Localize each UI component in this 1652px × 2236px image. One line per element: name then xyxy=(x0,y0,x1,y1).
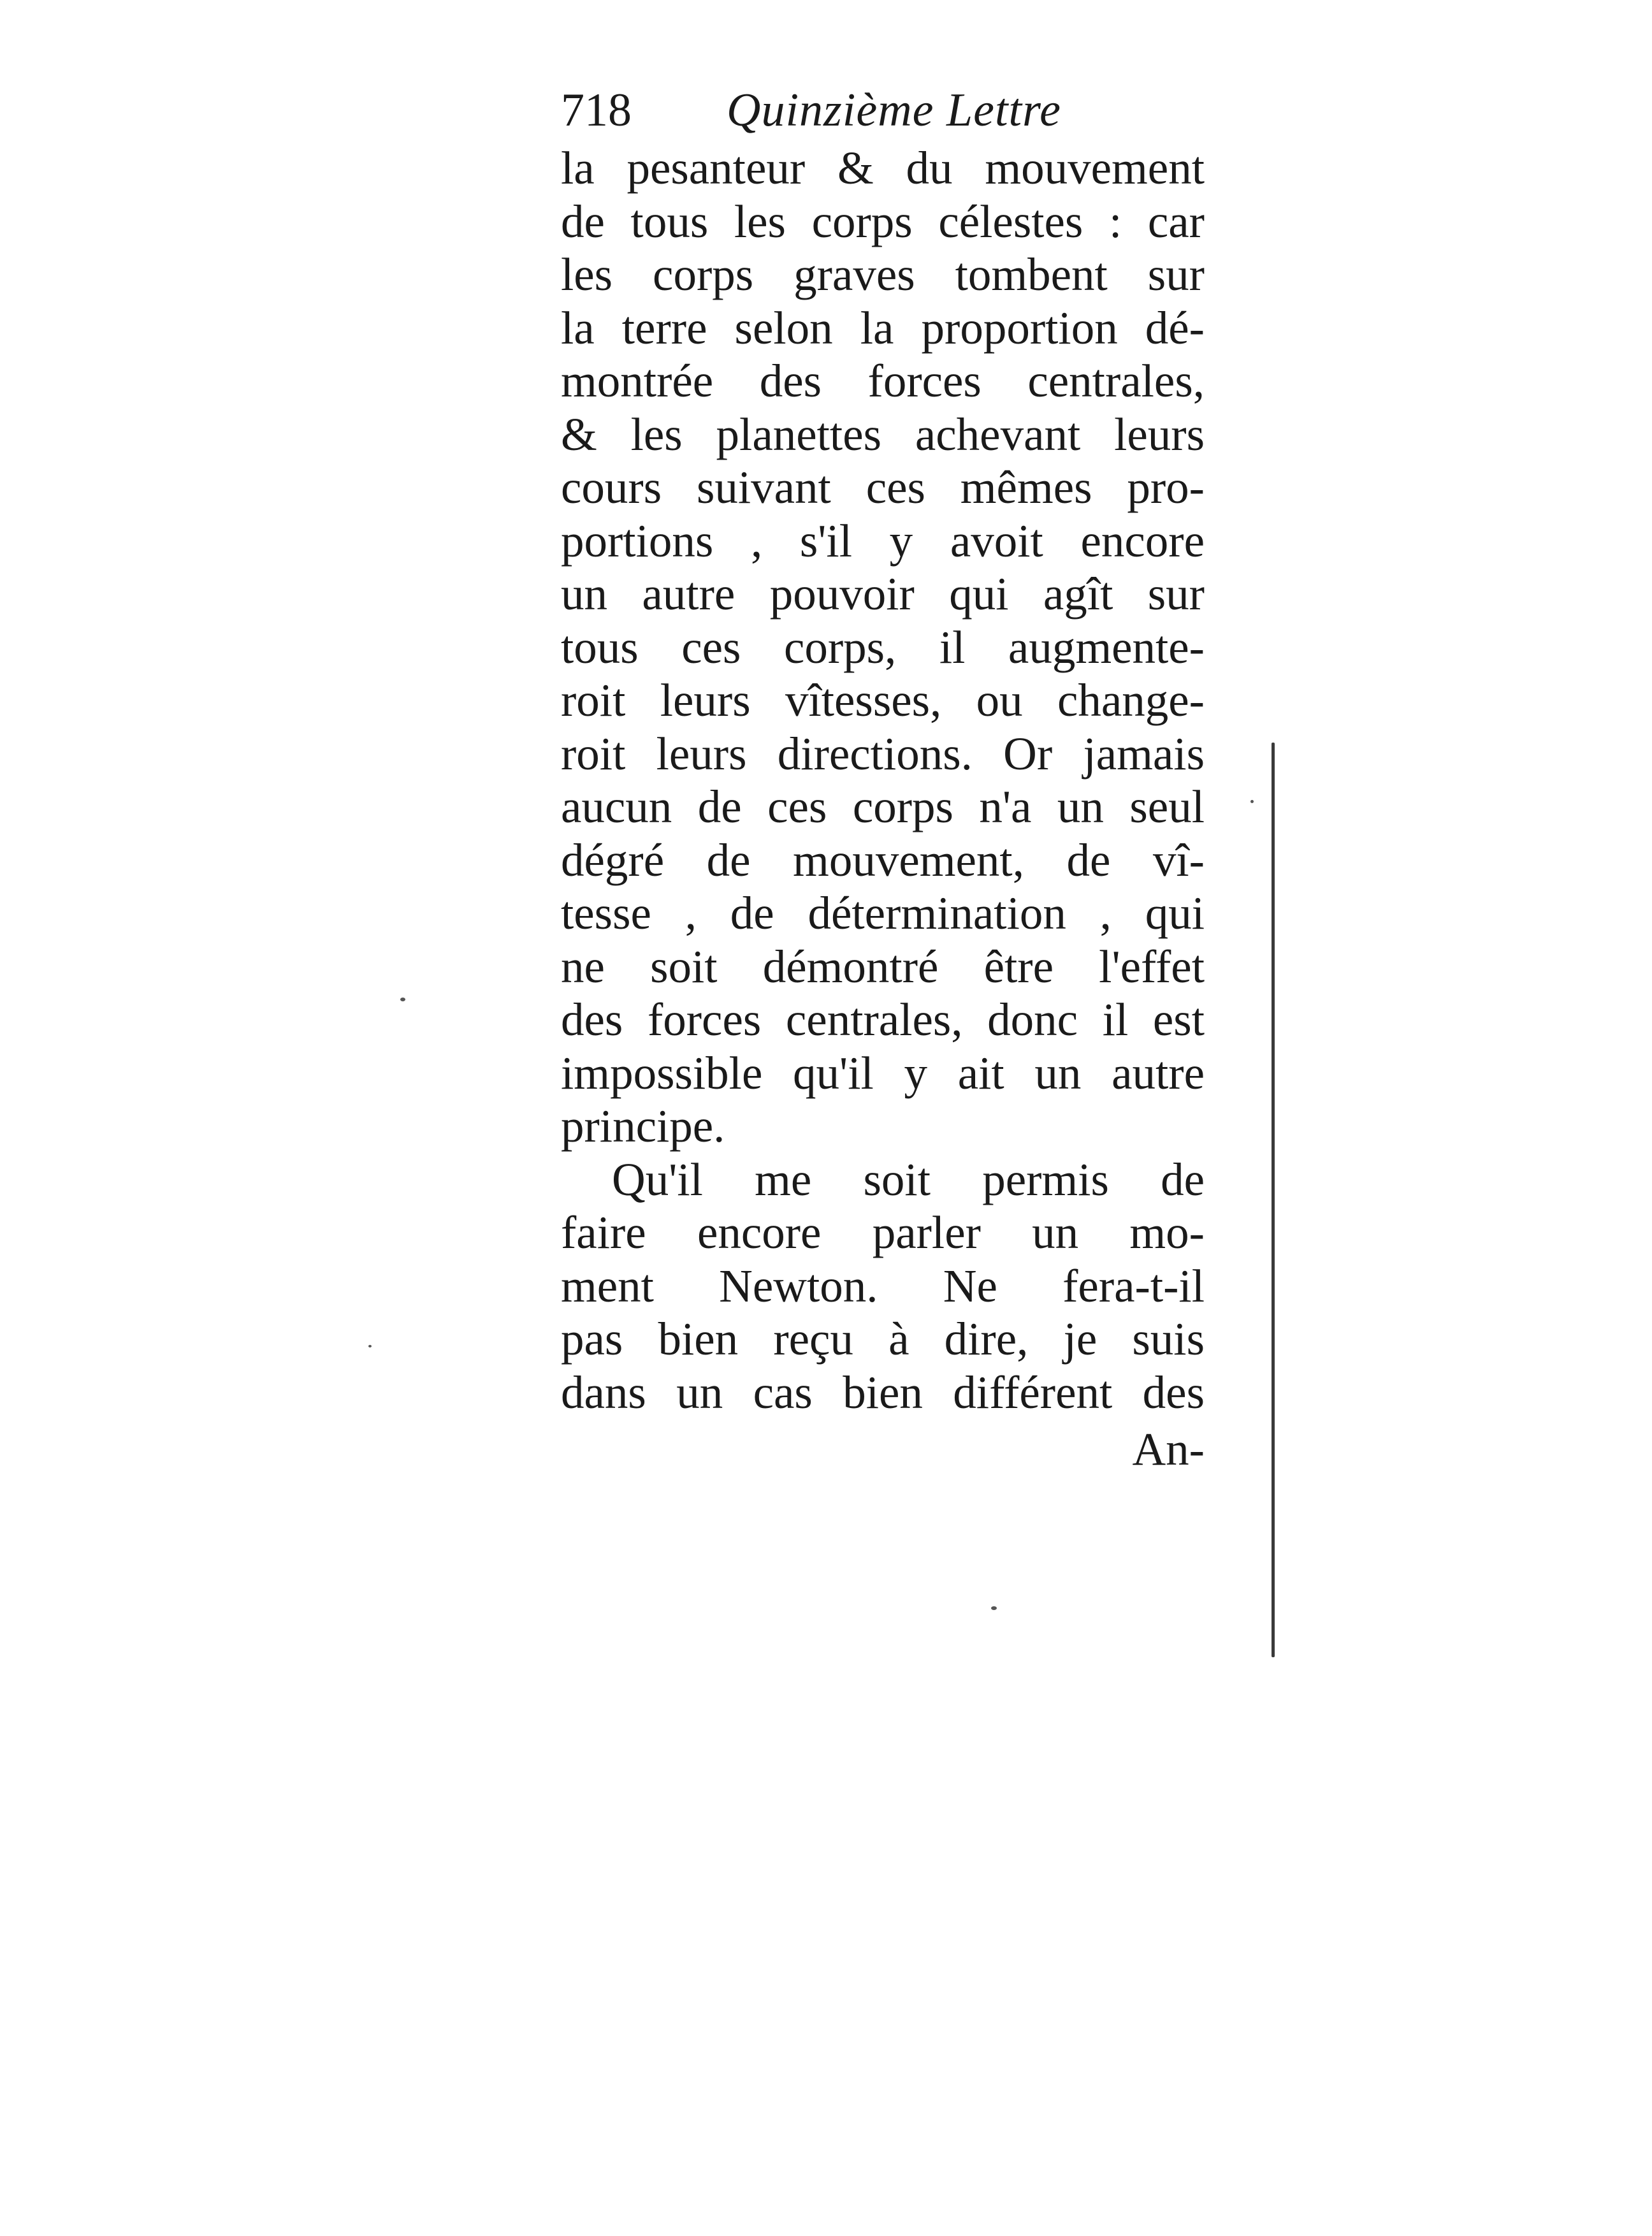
text-line: des forces centrales, donc il est xyxy=(561,994,1205,1045)
text-line: roit leurs vîtesses, ou change- xyxy=(561,674,1205,726)
paragraph-end-line: principe. xyxy=(561,1100,725,1152)
text-line: impossible qu'il y ait un autre xyxy=(561,1047,1205,1099)
catchword: An- xyxy=(1132,1423,1205,1475)
text-line: tous ces corps, il augmente- xyxy=(561,621,1205,673)
page-edge-rule xyxy=(1272,743,1275,1657)
text-line: la pesanteur & du mouvement xyxy=(561,142,1205,194)
text-line: ne soit démontré être l'effet xyxy=(561,940,1205,992)
text-line: les corps graves tombent sur xyxy=(561,249,1205,300)
text-line: faire encore parler un mo- xyxy=(561,1207,1205,1258)
paragraph-start-line: Qu'il me soit permis de xyxy=(612,1153,1205,1205)
text-line: de tous les corps célestes : car xyxy=(561,195,1205,247)
text-line: roit leurs directions. Or jamais xyxy=(561,727,1205,780)
ink-speck xyxy=(400,998,405,1001)
ink-speck xyxy=(368,1345,372,1347)
text-line: un autre pouvoir qui agît sur xyxy=(561,568,1205,620)
text-line: dans un cas bien différent des xyxy=(561,1366,1205,1418)
running-title: Quinzième Lettre xyxy=(727,84,1062,136)
text-line: montrée des forces centrales, xyxy=(561,355,1205,407)
text-line: aucun de ces corps n'a un seul xyxy=(561,781,1205,832)
body-text xyxy=(561,142,1205,1419)
text-line: tesse , de détermination , qui xyxy=(561,887,1205,939)
text-line: dégré de mouvement, de vî- xyxy=(561,834,1205,886)
text-line: pas bien reçu à dire, je suis xyxy=(561,1313,1205,1365)
page-header xyxy=(561,75,1198,145)
text-line: la terre selon la proportion dé- xyxy=(561,301,1205,354)
text-line: portions , s'il y avoit encore xyxy=(561,514,1205,567)
ink-speck xyxy=(1250,800,1254,803)
text-line: & les planettes achevant leurs xyxy=(561,408,1205,460)
page-number: 718 xyxy=(561,84,632,136)
text-line: cours suivant ces mêmes pro- xyxy=(561,461,1205,513)
text-line: ment Newton. Ne fera-t-il xyxy=(561,1260,1205,1312)
ink-speck xyxy=(991,1606,997,1610)
